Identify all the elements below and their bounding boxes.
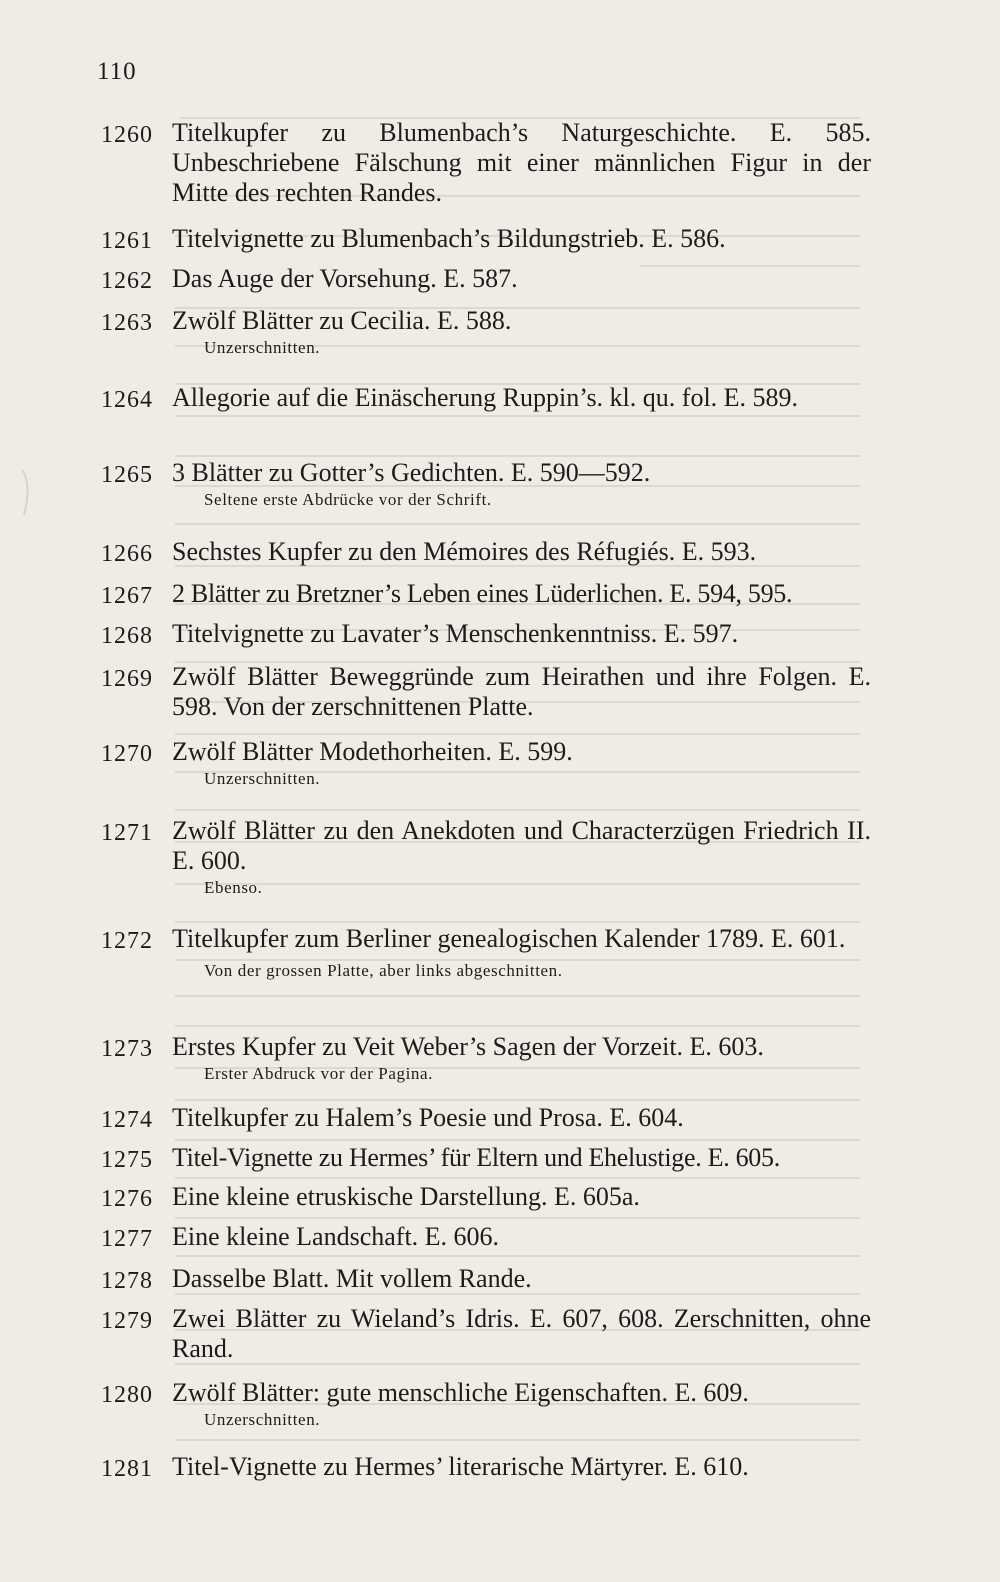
entry-number: 1277 xyxy=(101,1226,153,1252)
entry-number: 1262 xyxy=(101,268,153,294)
catalog-entry xyxy=(101,662,871,722)
entry-number: 1276 xyxy=(101,1186,153,1212)
catalog-entry xyxy=(101,306,871,359)
catalog-entry xyxy=(101,1032,871,1085)
entry-text: Erstes Kupfer zu Veit Weber’s Sagen der Vorzeit. E. 603. xyxy=(172,1032,764,1061)
entry-text: Dasselbe Blatt. Mit vollem Rande. xyxy=(172,1264,532,1293)
catalog-entry xyxy=(101,537,871,567)
entry-text: Zwei Blätter zu Wieland’s Idris. E. 607, 608. Zerschnitten, ohne Rand. xyxy=(172,1304,871,1363)
entry-number: 1270 xyxy=(101,741,153,767)
catalog-entry xyxy=(101,737,871,790)
entry-note: Unzerschnitten. xyxy=(204,769,321,788)
entry-text: 3 Blätter zu Gotter’s Gedichten. E. 590—592. xyxy=(172,458,651,487)
entry-number: 1265 xyxy=(101,462,153,488)
catalog-entry xyxy=(101,224,871,254)
entry-text: Das Auge der Vorsehung. E. 587. xyxy=(172,264,518,293)
entry-text: Zwölf Blätter Modethorheiten. E. 599. xyxy=(172,737,573,766)
entry-number: 1275 xyxy=(101,1147,153,1173)
entry-text: Zwölf Blätter Beweggründe zum Heirathen und ihre Folgen. E. 598. Von der zerschnittenen Platte. xyxy=(172,662,871,721)
entry-text: 2 Blätter zu Bretzner’s Leben eines Lüderlichen. E. 594, 595. xyxy=(172,579,793,608)
entry-note: Seltene erste Abdrücke vor der Schrift. xyxy=(204,490,492,509)
entry-number: 1272 xyxy=(101,928,153,954)
entry-number: 1279 xyxy=(101,1308,153,1334)
entry-text: Titelvignette zu Blumenbach’s Bildungstrieb. E. 586. xyxy=(172,224,726,253)
entry-note: Ebenso. xyxy=(204,878,263,897)
catalog-entry xyxy=(101,1452,871,1482)
entry-number: 1267 xyxy=(101,583,153,609)
catalog-entry xyxy=(101,264,871,294)
entry-number: 1278 xyxy=(101,1268,153,1294)
entry-text: Titelkupfer zu Halem’s Poesie und Prosa. E. 604. xyxy=(172,1103,684,1132)
catalog-entry xyxy=(101,1264,871,1294)
catalog-entry xyxy=(101,1378,871,1431)
entry-text: Zwölf Blätter zu den Anekdoten und Characterzügen Friedrich II. E. 600. xyxy=(172,816,871,875)
entry-text: Zwölf Blätter zu Cecilia. E. 588. xyxy=(172,306,512,335)
catalog-entry xyxy=(101,1103,871,1133)
catalog-entry xyxy=(101,1222,871,1252)
entry-text: Titel-Vignette zu Hermes’ literarische Märtyrer. E. 610. xyxy=(172,1452,749,1481)
catalog-entry xyxy=(101,816,871,899)
entry-number: 1271 xyxy=(101,820,153,846)
entry-note: Unzerschnitten. xyxy=(204,1410,321,1429)
entry-text: Allegorie auf die Einäscherung Ruppin’s. kl. qu. fol. E. 589. xyxy=(172,383,799,412)
entry-text: Titelkupfer zu Blumenbach’s Naturgeschichte. E. 585. Unbeschriebene Fälschung mit einer männlichen Figur in der Mitte des rechten Randes. xyxy=(172,118,871,207)
entry-number: 1263 xyxy=(101,310,153,336)
entry-number: 1281 xyxy=(101,1456,153,1482)
entry-text: Eine kleine etruskische Darstellung. E. 605a. xyxy=(172,1182,640,1211)
entry-text: Titel-Vignette zu Hermes’ für Eltern und Ehelustige. E. 605. xyxy=(172,1143,780,1172)
page-number: 110 xyxy=(97,58,137,85)
entry-number: 1266 xyxy=(101,541,153,567)
entry-number: 1261 xyxy=(101,228,153,254)
catalog-entry xyxy=(101,458,871,511)
catalog-entry xyxy=(101,924,871,982)
entry-text: Titelkupfer zum Berliner genealogischen Kalender 1789. E. 601. xyxy=(172,924,846,953)
entry-note: Von der grossen Platte, aber links abgeschnitten. xyxy=(204,961,563,980)
entry-text: Titelvignette zu Lavater’s Menschenkenntniss. E. 597. xyxy=(172,619,739,648)
catalog-entry xyxy=(101,1182,871,1212)
catalog-entry xyxy=(101,619,871,649)
entry-text: Eine kleine Landschaft. E. 606. xyxy=(172,1222,500,1251)
catalog-entry xyxy=(101,1304,871,1364)
entry-number: 1280 xyxy=(101,1382,153,1408)
catalog-entry xyxy=(101,1143,871,1173)
entry-number: 1273 xyxy=(101,1036,153,1062)
entry-number: 1260 xyxy=(101,122,153,148)
entry-number: 1268 xyxy=(101,623,153,649)
entry-number: 1264 xyxy=(101,387,153,413)
catalog-entry xyxy=(101,383,871,413)
entry-number: 1269 xyxy=(101,666,153,692)
entry-note: Erster Abdruck vor der Pagina. xyxy=(204,1064,434,1083)
catalog-entry xyxy=(101,118,871,208)
catalog-entry xyxy=(101,579,871,609)
entry-text: Sechstes Kupfer zu den Mémoires des Réfugiés. E. 593. xyxy=(172,537,757,566)
entry-note: Unzerschnitten. xyxy=(204,338,321,357)
entry-number: 1274 xyxy=(101,1107,153,1133)
entry-text: Zwölf Blätter: gute menschliche Eigenschaften. E. 609. xyxy=(172,1378,749,1407)
